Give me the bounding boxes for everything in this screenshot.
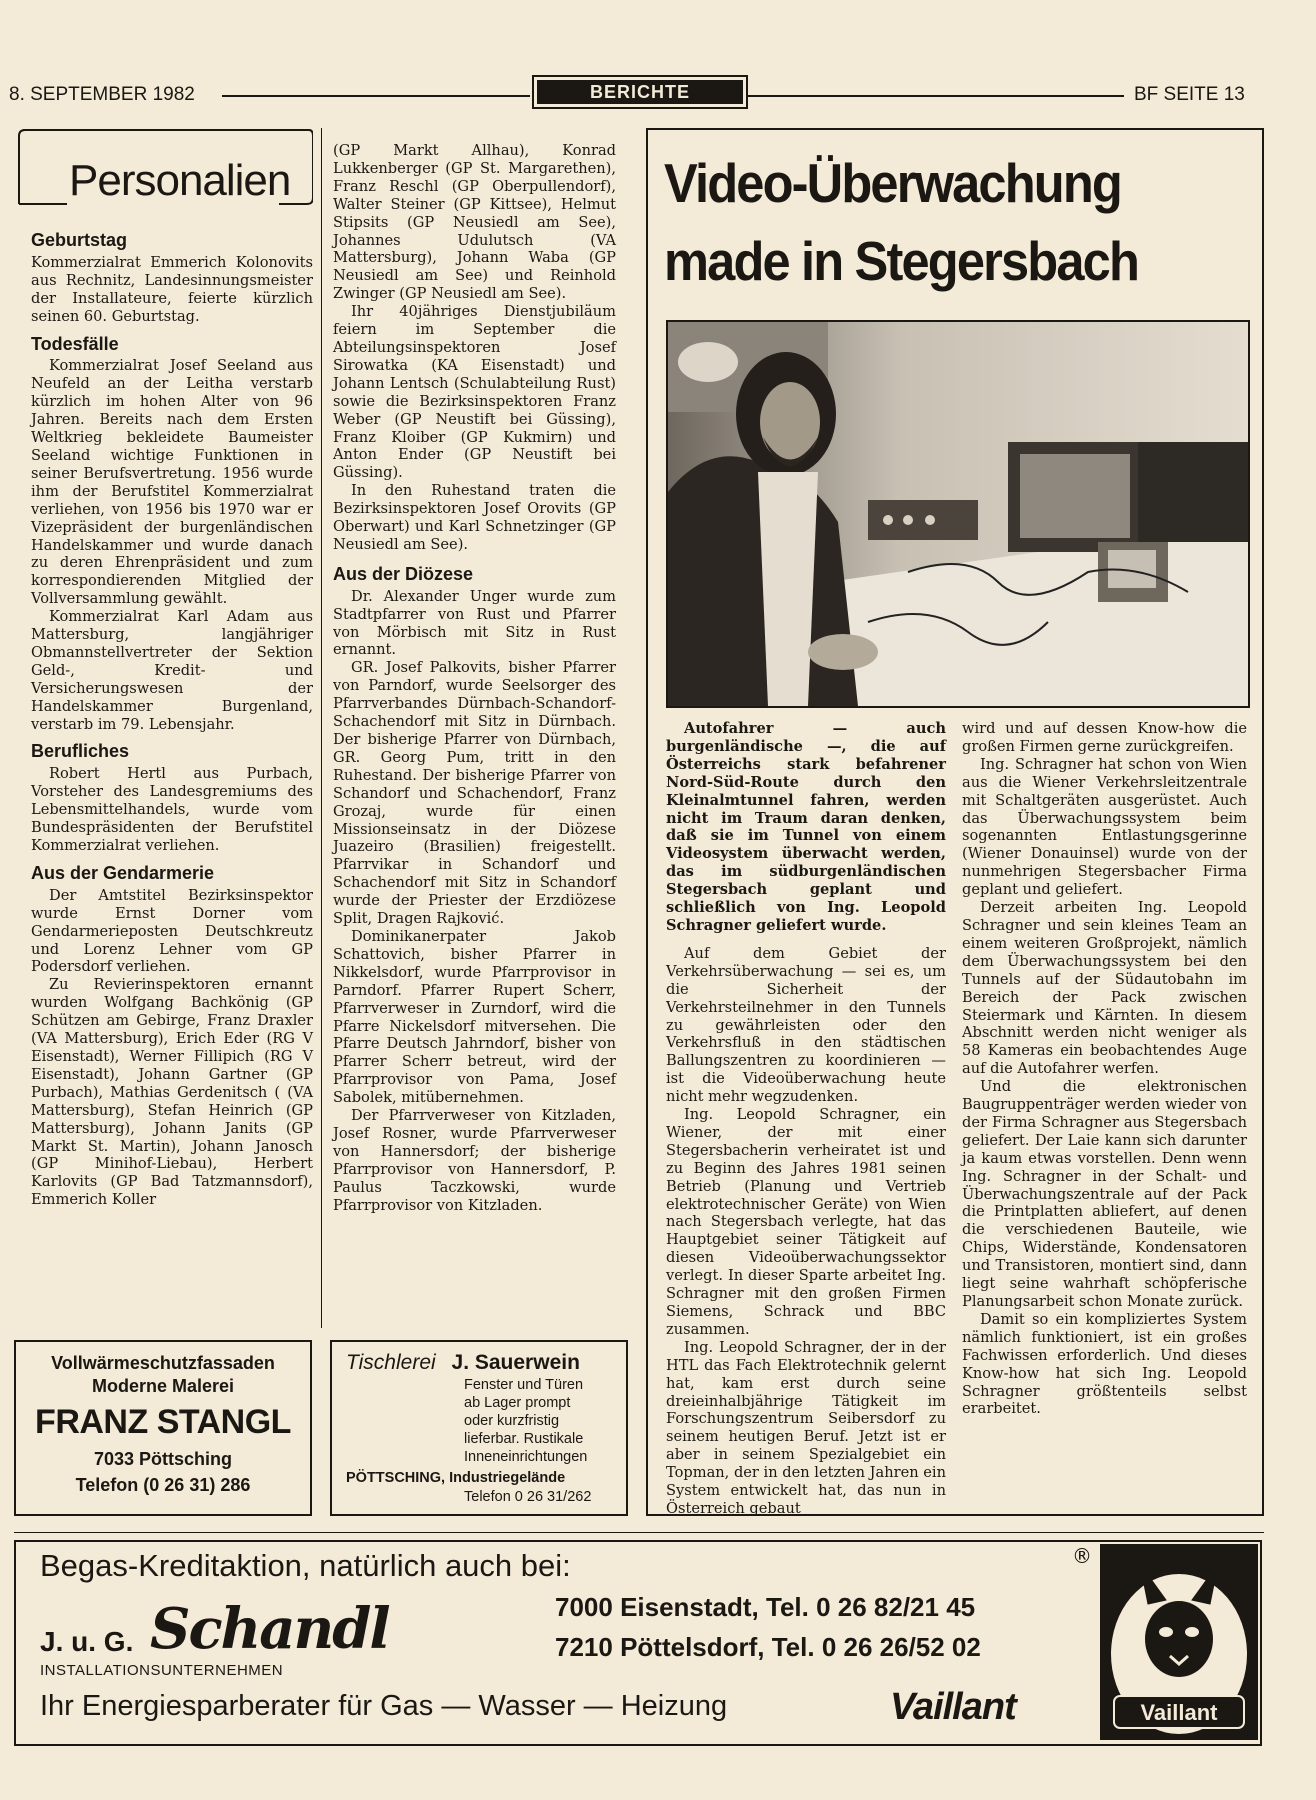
ad-line: ab Lager prompt <box>464 1395 571 1411</box>
column-personalien-cont <box>333 142 616 1214</box>
paragraph: (GP Markt Allhau), Konrad Lukkenberger (GP St. Margarethen), Franz Reschl (GP Oberpullendorf), Walter Steiner (GP Kittsee), Helmut Stipsits (GP Neusiedl am See), Johannes Udulutsch (VA Mattersburg), Johann Waba (GP Neusiedl am See) und Reinhold Zwinger (GP Neusiedl am See). <box>333 142 616 303</box>
section-label: BERICHTE <box>532 75 748 109</box>
paragraph: GR. Josef Palkovits, bisher Pfarrer von Parndorf, wurde Seelsorger des Pfarrverbandes Dürnbach-Schandorf-Schachendorf mit Sitz in Dürnbach. Der bisherige Pfarrer von Dürnbach, GR. Georg Pum, tritt in den Ruhestand. Der bisherige Pfarrer von Schandorf und Schachendorf, Franz Grozaj, wurde für einen Missionseinsatz in der Diözese Juazeiro (Brasilien) freigestellt. Pfarrvikar in Schandorf und Schachendorf mit Sitz in Schandorf wurde der Priester der Erzdiözese Split, Dragen Rajković. <box>333 659 616 928</box>
paragraph: Dr. Alexander Unger wurde zum Stadtpfarrer von Rust und Pfarrer von Mörbisch mit Sitz in Rust ernannt. <box>333 587 616 659</box>
vaillant-wordmark: Vaillant <box>890 1686 1016 1728</box>
paragraph: Ihr 40jähriges Dienstjubiläum feiern im September die Abteilungsinspektoren Josef Sirowatka (KA Eisenstadt) und Johann Lentsch (Schulabteilung Rust) sowie die Bezirksinspektoren Franz Weber (GP Neustift bei Güssing), Franz Kloiber (GP Kukmirn) und Anton Ender (GP Neustift bei Güssing). <box>333 303 616 482</box>
paragraph: Robert Hertl aus Purbach, Vorsteher des Landesgremiums des Lebensmittelhandels, wurde vom Bundespräsidenten der Berufstitel Kommerzialrat verliehen. <box>31 765 313 854</box>
article-column-a <box>666 720 946 1518</box>
headline-line-1: Video-Überwachung <box>664 152 1121 214</box>
ad-line: Fenster und Türen <box>464 1377 584 1393</box>
ad-phone: Telefon (0 26 31) 286 <box>75 1475 251 1495</box>
paragraph: Zu Revierinspektoren ernannt wurden Wolfgang Bachkönig (GP Schützen am Gebirge, Franz Draxler (VA Mattersburg), Erich Eder (RG V Eisenstadt), Werner Fillipich (RG V Eisenstadt), Johann Gartner (GP Purbach), Mathias Gerdenitsch ( (VA Mattersburg), Stefan Heinrich (GP Mattersburg), Johann Janits (GP Markt St. Martin), Johann Janosch (GP Minihof-Liebau), Herbert Karlovits (GP Bad Tatzmannsdorf), Emmerich Koller <box>31 976 313 1209</box>
paragraph: Damit so ein kompliziertes System nämlich funktioniert, ist ein großes Fachwissen erforderlich. Und dieses Know-how hat sich Ing. Leopold Schragner größtenteils selbst erarbeitet. <box>962 1310 1247 1418</box>
ad-line: oder kurzfristig <box>464 1413 560 1429</box>
paragraph: Der Pfarrverweser von Kitzladen, Josef Rosner, wurde Pfarrverweser von Hannersdorf; der bisherige Pfarrprovisor von Hannersdorf, P. Paulus Taczkowski, wurde Pfarrprovisor von Kitzladen. <box>333 1107 616 1214</box>
ad-sauerwein <box>330 1340 628 1516</box>
ad-city: 7033 Pöttsching <box>93 1449 233 1469</box>
paragraph: Auf dem Gebiet der Verkehrsüberwachung — sei es, um die Sicherheit der Verkehrsteilnehmer in den Tunnels zu gewährleisten oder den Verkehrsfluß in den städtischen Ballungszentren zu koordinieren — ist die Videoüberwachung heute nicht mehr wegzudenken. <box>666 944 946 1106</box>
paragraph: Ing. Schragner hat schon von Wien aus die Wiener Verkehrsleitzentrale mit Schaltgeräten ausgerüstet. Auch das Überwachungssystem beim sogenannten Entlastungsgerinne (Wiener Donauinsel) wurde von der nunmehrigen Stegersbacher Firma geplant und geliefert. <box>962 755 1247 899</box>
personalien-title-box <box>17 128 313 208</box>
ad-line: lieferbar. Rustikale <box>464 1431 584 1447</box>
ad-line: Vollwärmeschutzfassaden <box>51 1353 275 1373</box>
ad-prefix: J. u. G. <box>40 1626 134 1657</box>
header-rule-left <box>222 95 530 97</box>
issue-date: 8. SEPTEMBER 1982 <box>9 84 195 105</box>
ad-address-1: 7000 Eisenstadt, Tel. 0 26 82/21 45 <box>555 1592 976 1622</box>
headline-line-2: made in Stegersbach <box>664 230 1139 292</box>
ad-tagline: Ihr Energiesparberater für Gas — Wasser — Heizung <box>40 1690 728 1722</box>
heading-todesfaelle: Todesfälle <box>31 333 119 354</box>
column-title: Personalien <box>69 156 291 205</box>
column-personalien <box>31 226 313 1209</box>
paragraph: Ing. Leopold Schragner, ein Wiener, der mit einer Stegersbacherin verheiratet ist und zu Beginn des Jahres 1981 seinen Betrieb (Planung und Vertrieb elektrotechnischer Geräte) von Wien nach Stegersbach verlegte, hat das Hauptgebiet seiner Tätigkeit auf diesen Videoüberwachungssektor verlegt. In dieser Sparte arbeitet Ing. Schragner mit den großen Firmen Siemens, Schrack und BBC zusammen. <box>666 1106 946 1338</box>
paragraph: Dominikanerpater Jakob Schattovich, bisher Pfarrer in Nikkelsdorf, wurde Pfarrprovisor in Parndorf. Pfarrer Rupert Scherr, Pfarrverweser in Zurndorf, wird die Pfarre Nickelsdorf mitversehen. Die Pfarre Deutsch Jahrndorf, bisher von Pfarrer Scherr betreut, wird der Pfarrprovisor von Pama, Josef Sabolek, mitübernehmen. <box>333 927 616 1107</box>
heading-dioezese: Aus der Diözese <box>333 563 474 584</box>
paragraph: Der Amtstitel Bezirksinspektor wurde Ernst Dorner vom Gendarmerieposten Deutschkreutz und Lorenz Lehner vom GP Podersdorf verliehen. <box>31 886 313 976</box>
heading-berufliches: Berufliches <box>31 741 130 762</box>
article-column-b <box>962 720 1247 1418</box>
bottom-rule <box>14 1532 1264 1533</box>
paragraph: Ing. Leopold Schragner, der in der HTL das Fach Elektrotechnik gelernt hat, kam erst durch seine dreieinhalbjährige Tätigkeit im Forschungszentrum Seibersdorf zu seinem heutigen Beruf. Jetzt ist er aber in seinem Spezialgebiet ein Topman, der in den letzten Jahren ein System entwickelt hat, das nun in Österreich gebaut <box>666 1338 946 1517</box>
ad-line: Inneneinrichtungen <box>464 1449 588 1465</box>
header-rule-right <box>746 95 1124 97</box>
article-photo <box>666 320 1250 708</box>
column-divider <box>321 128 322 1328</box>
ad-text <box>464 1376 626 1466</box>
ad-company-name: FRANZ STANGL <box>35 1403 291 1441</box>
paragraph: Derzeit arbeiten Ing. Leopold Schragner und sein kleines Team an einem weiteren Großprojekt, nämlich dem Überwachungssystem bei den Tunnels auf der Südautobahn im Bereich der Pack zwischen Steiermark und Kärnten. In diesem Abschnitt werden nicht weniger als 58 Kameras ein beobachtendes Auge auf die Autofahrer werfen. <box>962 899 1247 1078</box>
ad-address-2: 7210 Pöttelsdorf, Tel. 0 26 26/52 02 <box>555 1632 981 1662</box>
paragraph: Und die elektronischen Baugruppenträger werden wieder von der Firma Schragner aus Stegersbach geliefert. Der Laie kann sich darunter ja kaum etwas vorstellen. Denn wenn Ing. Schragner in der Schalt- und Überwachungszentrale auf der Pack die Printplatten abliefert, auf denen die verschiedenen Bauteile, wie Chips, Widerstände, Kondensatoren und Transistoren, montiert sind, dann liegt seine wahrhaft schöpferische Planungsarbeit schon Monate zurück. <box>962 1078 1247 1310</box>
ad-franz-stangl <box>14 1340 312 1516</box>
ad-header <box>346 1350 626 1376</box>
registered-mark: ® <box>1072 1544 1092 1568</box>
paragraph: Kommerzialrat Emmerich Kolonovits aus Rechnitz, Landesinnungsmeister der Installateure, feierte kürzlich seinen 60. Geburtstag. <box>31 253 313 325</box>
ad-label: Tischlerei <box>346 1351 436 1374</box>
heading-geburtstag: Geburtstag <box>31 230 128 250</box>
ad-line: Moderne Malerei <box>91 1376 235 1396</box>
heading-gendarmerie: Aus der Gendarmerie <box>31 862 215 883</box>
vaillant-badge-text: Vaillant <box>1140 1700 1218 1725</box>
paragraph: wird und auf dessen Know-how die großen Firmen gerne zurückgreifen. <box>962 720 1247 755</box>
ad-address: PÖTTSCHING, Industriegelände <box>346 1470 566 1486</box>
ad-company-name: J. Sauerwein <box>451 1351 580 1374</box>
photo-technician-with-monitors <box>668 322 1248 706</box>
paragraph: Kommerzialrat Karl Adam aus Mattersburg, langjähriger Obmannstellvertreter der Sektion Geld-, Kredit- und Versicherungswesen der Handelskammer Burgenland, verstarb im 79. Lebensjahr. <box>31 608 313 733</box>
paragraph: In den Ruhestand traten die Bezirksinspektoren Josef Orovits (GP Oberwart) und Karl Schnetzinger (GP Neusiedl am See). <box>333 482 616 553</box>
schandl-logo: Schandl <box>150 1596 389 1662</box>
vaillant-hare-logo <box>1100 1544 1258 1740</box>
ad-headline: Begas-Kreditaktion, natürlich auch bei: <box>40 1548 571 1583</box>
ad-phone: Telefon 0 26 31/262 <box>464 1489 592 1505</box>
page-number: BF SEITE 13 <box>1134 84 1245 105</box>
article-lead: Autofahrer — auch burgenländische —, die auf Österreichs stark befahrener Nord-Süd-Route durch den Kleinalmtunnel fahren, werden nicht im Traum daran denken, daß sie im Tunnel von einem Videosystem überwacht werden, das im südburgenländischen Stegersbach geplant und schließlich von Ing. Leopold Schragner geliefert wurde. <box>666 720 946 934</box>
ad-subline: INSTALLATIONSUNTERNEHMEN <box>40 1662 284 1679</box>
paragraph: Kommerzialrat Josef Seeland aus Neufeld an der Leitha verstarb kürzlich im hohen Alter von 96 Jahren. Bereits nach dem Ersten Weltkrieg bekleidete Baumeister Seeland wichtige Funktionen in seiner Berufsvertretung. 1956 wurde ihm der Berufstitel Kommerzialrat verliehen, von 1956 bis 1970 war er Vizepräsident der burgenländischen Handelskammer und wurde danach zu deren Ehrenpräsident und zum korrespondierenden Mitglied der Vollversammlung gewählt. <box>31 357 313 608</box>
